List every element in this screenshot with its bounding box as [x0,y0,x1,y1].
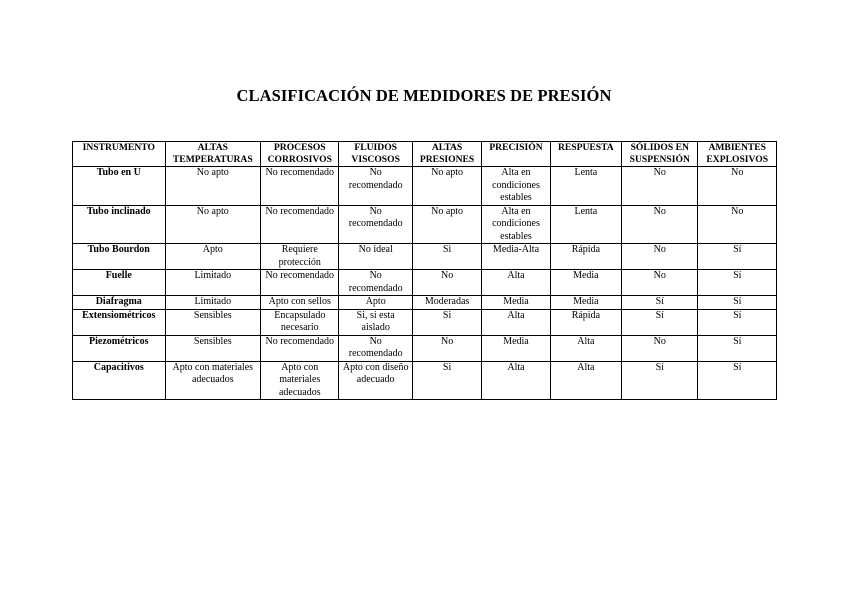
table-cell: No recomendado [339,167,412,206]
instrument-name-cell: Tubo Bourdon [73,244,166,270]
table-cell: Lenta [550,167,621,206]
table-cell: Si [412,244,481,270]
table-cell: No apto [165,205,261,244]
table-cell: Sí [698,335,777,361]
column-header: PRECISIÓN [482,142,550,167]
table-body [73,167,777,400]
table-cell: Alta [550,361,621,400]
table-cell: Apto [339,296,412,310]
table-row [73,296,777,310]
table-row [73,167,777,206]
column-header: INSTRUMENTO [73,142,166,167]
table-cell: Media [482,296,550,310]
instrument-name-cell: Extensiométricos [73,309,166,335]
instrument-name-cell: Piezométricos [73,335,166,361]
pressure-gauge-table [72,141,777,400]
table-header [73,142,777,167]
table-cell: No recomendado [261,270,339,296]
table-cell: No recomendado [339,270,412,296]
table-cell: No ideal [339,244,412,270]
table-cell: No recomendado [261,335,339,361]
table-cell: Si [412,309,481,335]
column-header: PROCESOS CORROSIVOS [261,142,339,167]
instrument-name-cell: Diafragma [73,296,166,310]
table-cell: No [622,270,698,296]
table-cell: No recomendado [339,335,412,361]
table-cell: No [622,244,698,270]
table-cell: No [698,205,777,244]
table-cell: Sí [622,309,698,335]
table-cell: No [412,270,481,296]
table-row [73,335,777,361]
table-cell: No recomendado [339,205,412,244]
table-cell: Media [550,270,621,296]
table-cell: No [412,335,481,361]
column-header: ALTAS TEMPERATURAS [165,142,261,167]
table-cell: No apto [412,205,481,244]
table-cell: Encapsulado necesario [261,309,339,335]
column-header: FLUIDOS VISCOSOS [339,142,412,167]
table-row [73,244,777,270]
table-cell: Alta [482,361,550,400]
column-header: RESPUESTA [550,142,621,167]
table-cell: Sí [698,244,777,270]
table-cell: Requiere protección [261,244,339,270]
table-cell: Rápida [550,244,621,270]
table-cell: Lenta [550,205,621,244]
table-cell: Apto con materiales adecuados [165,361,261,400]
table-cell: Alta [482,309,550,335]
table-row [73,205,777,244]
column-header: AMBIENTES EXPLOSIVOS [698,142,777,167]
table-cell: No [622,335,698,361]
table-cell: Sí [622,296,698,310]
table-cell: Limitado [165,270,261,296]
table-cell: Apto con sellos [261,296,339,310]
table-cell: Alta en condiciones estables [482,167,550,206]
page-title: CLASIFICACIÓN DE MEDIDORES DE PRESIÓN [236,86,612,105]
table-cell: Si [412,361,481,400]
table-cell: No [698,167,777,206]
table-row [73,361,777,400]
table-cell: No recomendado [261,205,339,244]
table-cell: Sí [698,361,777,400]
table-cell: Rápida [550,309,621,335]
table-cell: No [622,167,698,206]
table-cell: Alta en condiciones estables [482,205,550,244]
table-cell: Moderadas [412,296,481,310]
table-row [73,270,777,296]
instrument-name-cell: Capacitivos [73,361,166,400]
table-cell: No apto [165,167,261,206]
instrument-name-cell: Tubo en U [73,167,166,206]
table-cell: Si, si esta aislado [339,309,412,335]
table-cell: Sensibles [165,309,261,335]
instrument-name-cell: Tubo inclinado [73,205,166,244]
table-cell: Media [550,296,621,310]
table-cell: Alta [482,270,550,296]
table-cell: Media [482,335,550,361]
table-cell: Sí [622,361,698,400]
header-row [73,142,777,167]
table-cell: No recomendado [261,167,339,206]
column-header: SÓLIDOS EN SUSPENSIÓN [622,142,698,167]
column-header: ALTAS PRESIONES [412,142,481,167]
table-cell: Sí [698,270,777,296]
table-row [73,309,777,335]
table-cell: No apto [412,167,481,206]
table-cell: Sí [698,296,777,310]
table-cell: Sí [698,309,777,335]
table-cell: Limitado [165,296,261,310]
table-cell: No [622,205,698,244]
instrument-name-cell: Fuelle [73,270,166,296]
table-cell: Apto [165,244,261,270]
table-cell: Apto con diseño adecuado [339,361,412,400]
table-cell: Media-Alta [482,244,550,270]
table-cell: Sensibles [165,335,261,361]
table-cell: Alta [550,335,621,361]
table-cell: Apto con materiales adecuados [261,361,339,400]
